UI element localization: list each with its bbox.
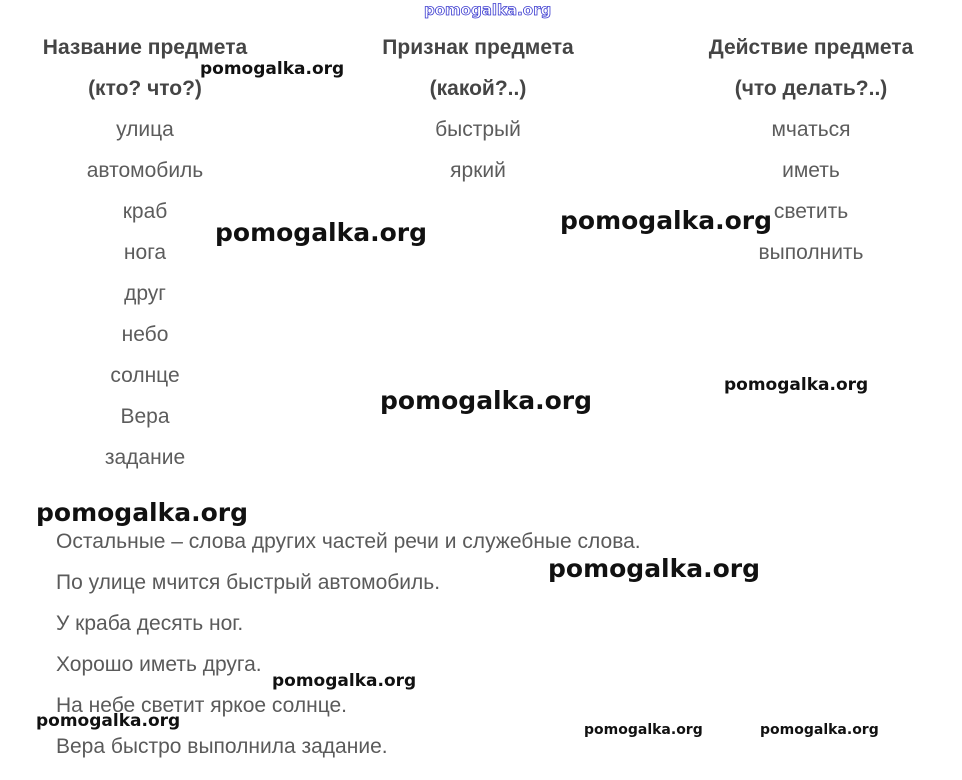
word-item: задание xyxy=(104,446,186,469)
word-item: светить xyxy=(773,200,849,223)
word-item: улица xyxy=(116,118,174,141)
word-item: нога xyxy=(123,241,167,264)
column-verb xyxy=(651,33,962,279)
watermark: pomogalka.org xyxy=(36,498,249,527)
watermark: pomogalka.org xyxy=(584,722,703,738)
watermark: pomogalka.org xyxy=(380,386,593,415)
watermark: pomogalka.org xyxy=(272,671,417,691)
word-item: мчаться xyxy=(771,118,851,141)
sentence: Вера быстро выполнила задание. xyxy=(56,735,388,758)
word-item: Вера xyxy=(120,405,170,428)
word-item: выполнить xyxy=(758,241,864,264)
watermark: pomogalka.org xyxy=(724,375,869,395)
column-heading: Признак предмета xyxy=(382,36,574,59)
word-item: иметь xyxy=(782,159,840,182)
sentence: По улице мчится быстрый автомобиль. xyxy=(56,571,441,594)
column-noun xyxy=(0,33,305,484)
word-item: солнце xyxy=(110,364,180,387)
watermark: pomogalka.org xyxy=(215,218,428,247)
column-question: (что делать?..) xyxy=(734,77,888,100)
word-item: быстрый xyxy=(435,118,521,141)
sentence: Остальные – слова других частей речи и служебные слова. xyxy=(56,530,641,553)
sentence: На небе светит яркое солнце. xyxy=(56,694,348,717)
word-item: автомобиль xyxy=(86,159,204,182)
column-question: (кто? что?) xyxy=(88,77,202,100)
column-heading: Название предмета xyxy=(42,36,248,59)
sentence: У краба десять ног. xyxy=(56,612,244,635)
word-item: друг xyxy=(124,282,166,305)
column-question: (какой?..) xyxy=(429,77,527,100)
watermark: pomogalka.org xyxy=(548,554,761,583)
word-item: яркий xyxy=(450,159,506,182)
watermark-header: pomogalka.org xyxy=(424,1,552,19)
word-item: краб xyxy=(122,200,168,223)
column-heading: Действие предмета xyxy=(708,36,914,59)
watermark: pomogalka.org xyxy=(200,59,345,79)
watermark: pomogalka.org xyxy=(36,711,181,731)
column-adjective xyxy=(318,33,638,197)
watermark: pomogalka.org xyxy=(560,206,773,235)
word-item: небо xyxy=(121,323,169,346)
sentence: Хорошо иметь друга. xyxy=(56,653,262,676)
watermark: pomogalka.org xyxy=(760,722,879,738)
